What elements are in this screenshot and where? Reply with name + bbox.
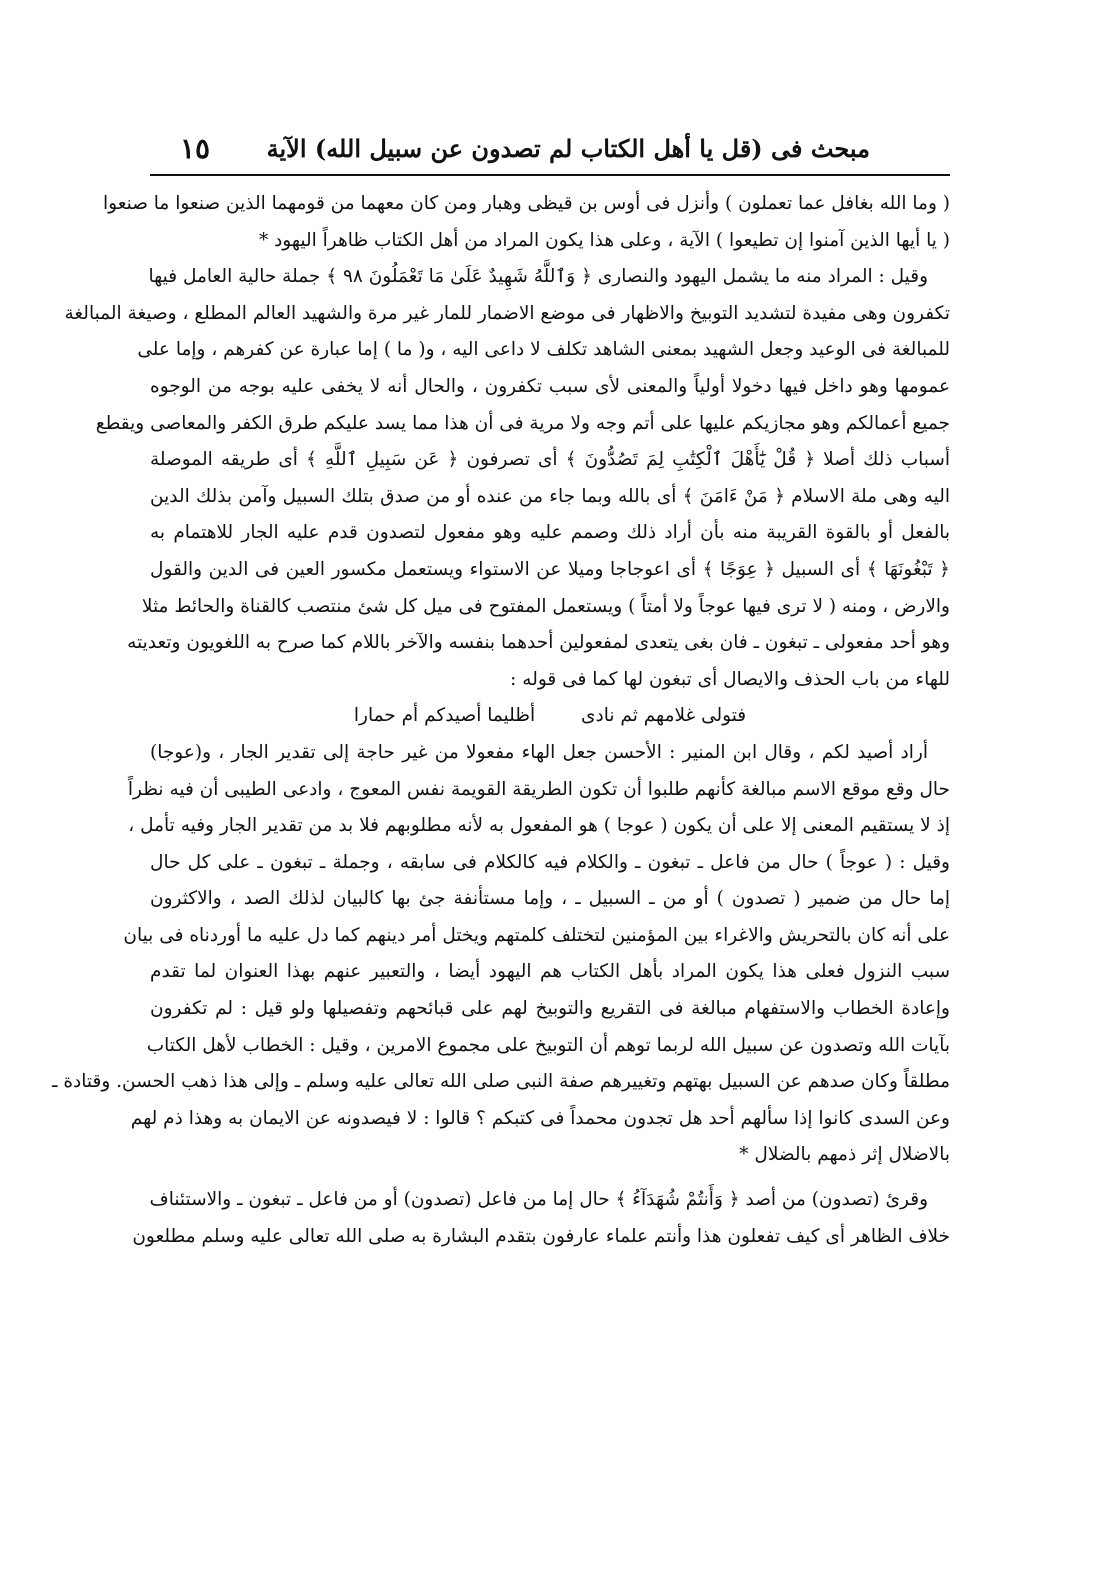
text-line: ( وما الله بغافل عما تعملون ) وأنزل فى أوس بن قيظى وهبار ومن كان معهما من قومهما الذين صنعوا ما صنعوا [103, 193, 950, 214]
text-line: سبب النزول فعلى هذا يكون المراد بأهل الكتاب هم اليهود أيضا ، والتعبير عنهم بهذا العنوان لما تقدم [150, 961, 950, 983]
text-line: خلاف الظاهر أى كيف تفعلون هذا وأنتم علماء عارفون بتقدم البشارة به صلى الله تعالى عليه وسلم مطلعون [132, 1225, 950, 1247]
text-line: اليه وهى ملة الاسلام ﴿ مَنْ ءَامَنَ ﴾ أى بالله وبما جاء من عنده أو من صدق بتلك السبيل وآمن بذلك الدين [150, 485, 950, 507]
text-line: أراد أصيد لكم ، وقال ابن المنير : الأحسن جعل الهاء مفعولا من غير حاجة إلى تقدير الجار ، و(عوجا) [150, 741, 928, 763]
text-line: تكفرون وهى مفيدة لتشديد التوبيخ والاظهار فى موضع الاضمار للمار غير مرة والشهيد العالم المطلع ، وصيغة المبالغة [64, 302, 950, 324]
paragraph-block-3 [132, 1182, 950, 1255]
text-line: والارض ، ومنه ( لا ترى فيها عوجاً ولا أمتاً ) ويستعمل المفتوح فى ميل كل شئ منتصب كالقناة والحائط مثلا [141, 595, 950, 617]
text-line: بالفعل أو بالقوة القريبة منه بأن أراد ذلك وصمم عليه وهو مفعول لتصدون قدم عليه الجار للاهتمام به [150, 522, 950, 544]
document-page [52, 128, 950, 1468]
poetry-verse [150, 698, 950, 735]
text-line: ﴿ تَبْغُونَهَا ﴾ أى السبيل ﴿ عِوَجًا ﴾ أى اعوجاجا وميلا عن الاستواء ويستعمل مكسور العين فى الدين والقول [150, 558, 950, 580]
body-text [52, 186, 950, 1255]
text-line: وقرئ (تصدون) من أصد ﴿ وَأَنتُمْ شُهَدَآءُ ﴾ حال إما من فاعل (تصدون) أو من فاعل ـ تبغون ـ والاستئناف [149, 1189, 928, 1211]
text-line: إما حال من ضمير ( تصدون ) أو من ـ السبيل ـ ، وإما مستأنفة جئ بها كالبيان لذلك الصد ، والاكثرون [150, 888, 950, 910]
verse-first-hemistich: فتولى غلامهم ثم نادى [581, 705, 747, 727]
page-number: ١٥ [180, 132, 211, 165]
text-line: وقيل : ( عوجاً ) حال من فاعل ـ تبغون ـ والكلام فيه كالكلام فى سابقه ، وجملة ـ تبغون ـ على كل حال [150, 851, 950, 873]
text-line: وقيل : المراد منه ما يشمل اليهود والنصارى ﴿ وَٱللَّهُ شَهِيدٌ عَلَىٰ مَا تَعْمَلُونَ ٩٨ ﴾ جملة حالية العامل فيها [148, 266, 928, 288]
text-line: مطلقاً وكان صدهم عن السبيل بهتهم وتغييرهم صفة النبى صلى الله تعالى عليه وسلم ـ وإلى هذا ذهب الحسن. وقتادة ـ [52, 1071, 950, 1093]
text-line: بآيات الله وتصدون عن سبيل الله لربما توهم أن التوبيخ على مجموع الامرين ، وقيل : الخطاب لأهل الكتاب [146, 1034, 950, 1056]
paragraph-block-2 [52, 735, 950, 1174]
text-line: ( يا أيها الذين آمنوا إن تطيعوا ) الآية ، وعلى هذا يكون المراد من أهل الكتاب ظاهراً اليهود * [258, 229, 950, 251]
text-line: وإعادة الخطاب والاستفهام مبالغة فى التقريع والتوبيخ لهم على قبائحهم وتفصيلها ولو قيل : لم تكفرون [150, 998, 950, 1020]
text-line: أسباب ذلك أصلا ﴿ قُلْ يَٰٓأَهْلَ ٱلْكِتَٰبِ لِمَ تَصُدُّونَ ﴾ أى تصرفون ﴿ عَن سَبِيلِ ٱللَّهِ ﴾ أى طريقه الموصلة [150, 449, 950, 471]
text-line: بالاضلال إثر ذمهم بالضلال * [739, 1144, 950, 1166]
text-line: عمومها وهو داخل فيها دخولا أولياً والمعنى لأى سبب تكفرون ، والحال أنه لا يخفى عليه بوجه من الوجوه [150, 375, 950, 397]
text-line: إذ لا يستقيم المعنى إلا على أن يكون ( عوجا ) هو المفعول به لأنه مطلوبهم فلا بد من تقدير الجار وفيه تأمل ، [128, 815, 950, 837]
text-line: وعن السدى كانوا إذا سألهم أحد هل تجدون محمداً فى كتبكم ؟ قالوا : لا فيصدونه عن الايمان به وهذا ذم لهم [130, 1107, 950, 1129]
paragraph-block-1 [64, 186, 950, 698]
text-line: جميع أعمالكم وهو مجازيكم عليها على أتم وجه ولا مرية فى أن هذا مما يسد عليكم طرق الكفر والمعاصى ويقطع [95, 412, 950, 434]
running-title: مبحث فى (قل يا أهل الكتاب لم تصدون عن سبيل الله) الآية [266, 134, 870, 163]
text-line: وهو أحد مفعولى ـ تبغون ـ فان بغى يتعدى لمفعولين أحدهما بنفسه والآخر باللام كما صرح به اللغويون وتعديته [127, 632, 950, 654]
text-line: للهاء من باب الحذف والايصال أى تبغون لها كما فى قوله : [510, 668, 950, 690]
text-line: للمبالغة فى الوعيد وجعل الشهيد بمعنى الشاهد تكلف لا داعى اليه ، و( ما ) إما عبارة عن كفرهم ، وإما على [137, 339, 950, 361]
verse-second-hemistich: أظليما أصيدكم أم حمارا [353, 705, 536, 727]
page-header [150, 128, 950, 176]
text-line: حال وقع موقع الاسم مبالغة كأنهم طلبوا أن تكون الطريقة القويمة نفس المعوج ، وادعى الطيبى أن فيه نظراً [127, 778, 950, 800]
text-line: على أنه كان بالتحريش والاغراء بين المؤمنين لتختلف كلمتهم ويختل أمر دينهم كما دل عليه ما أوردناه فى بيان [123, 924, 950, 946]
